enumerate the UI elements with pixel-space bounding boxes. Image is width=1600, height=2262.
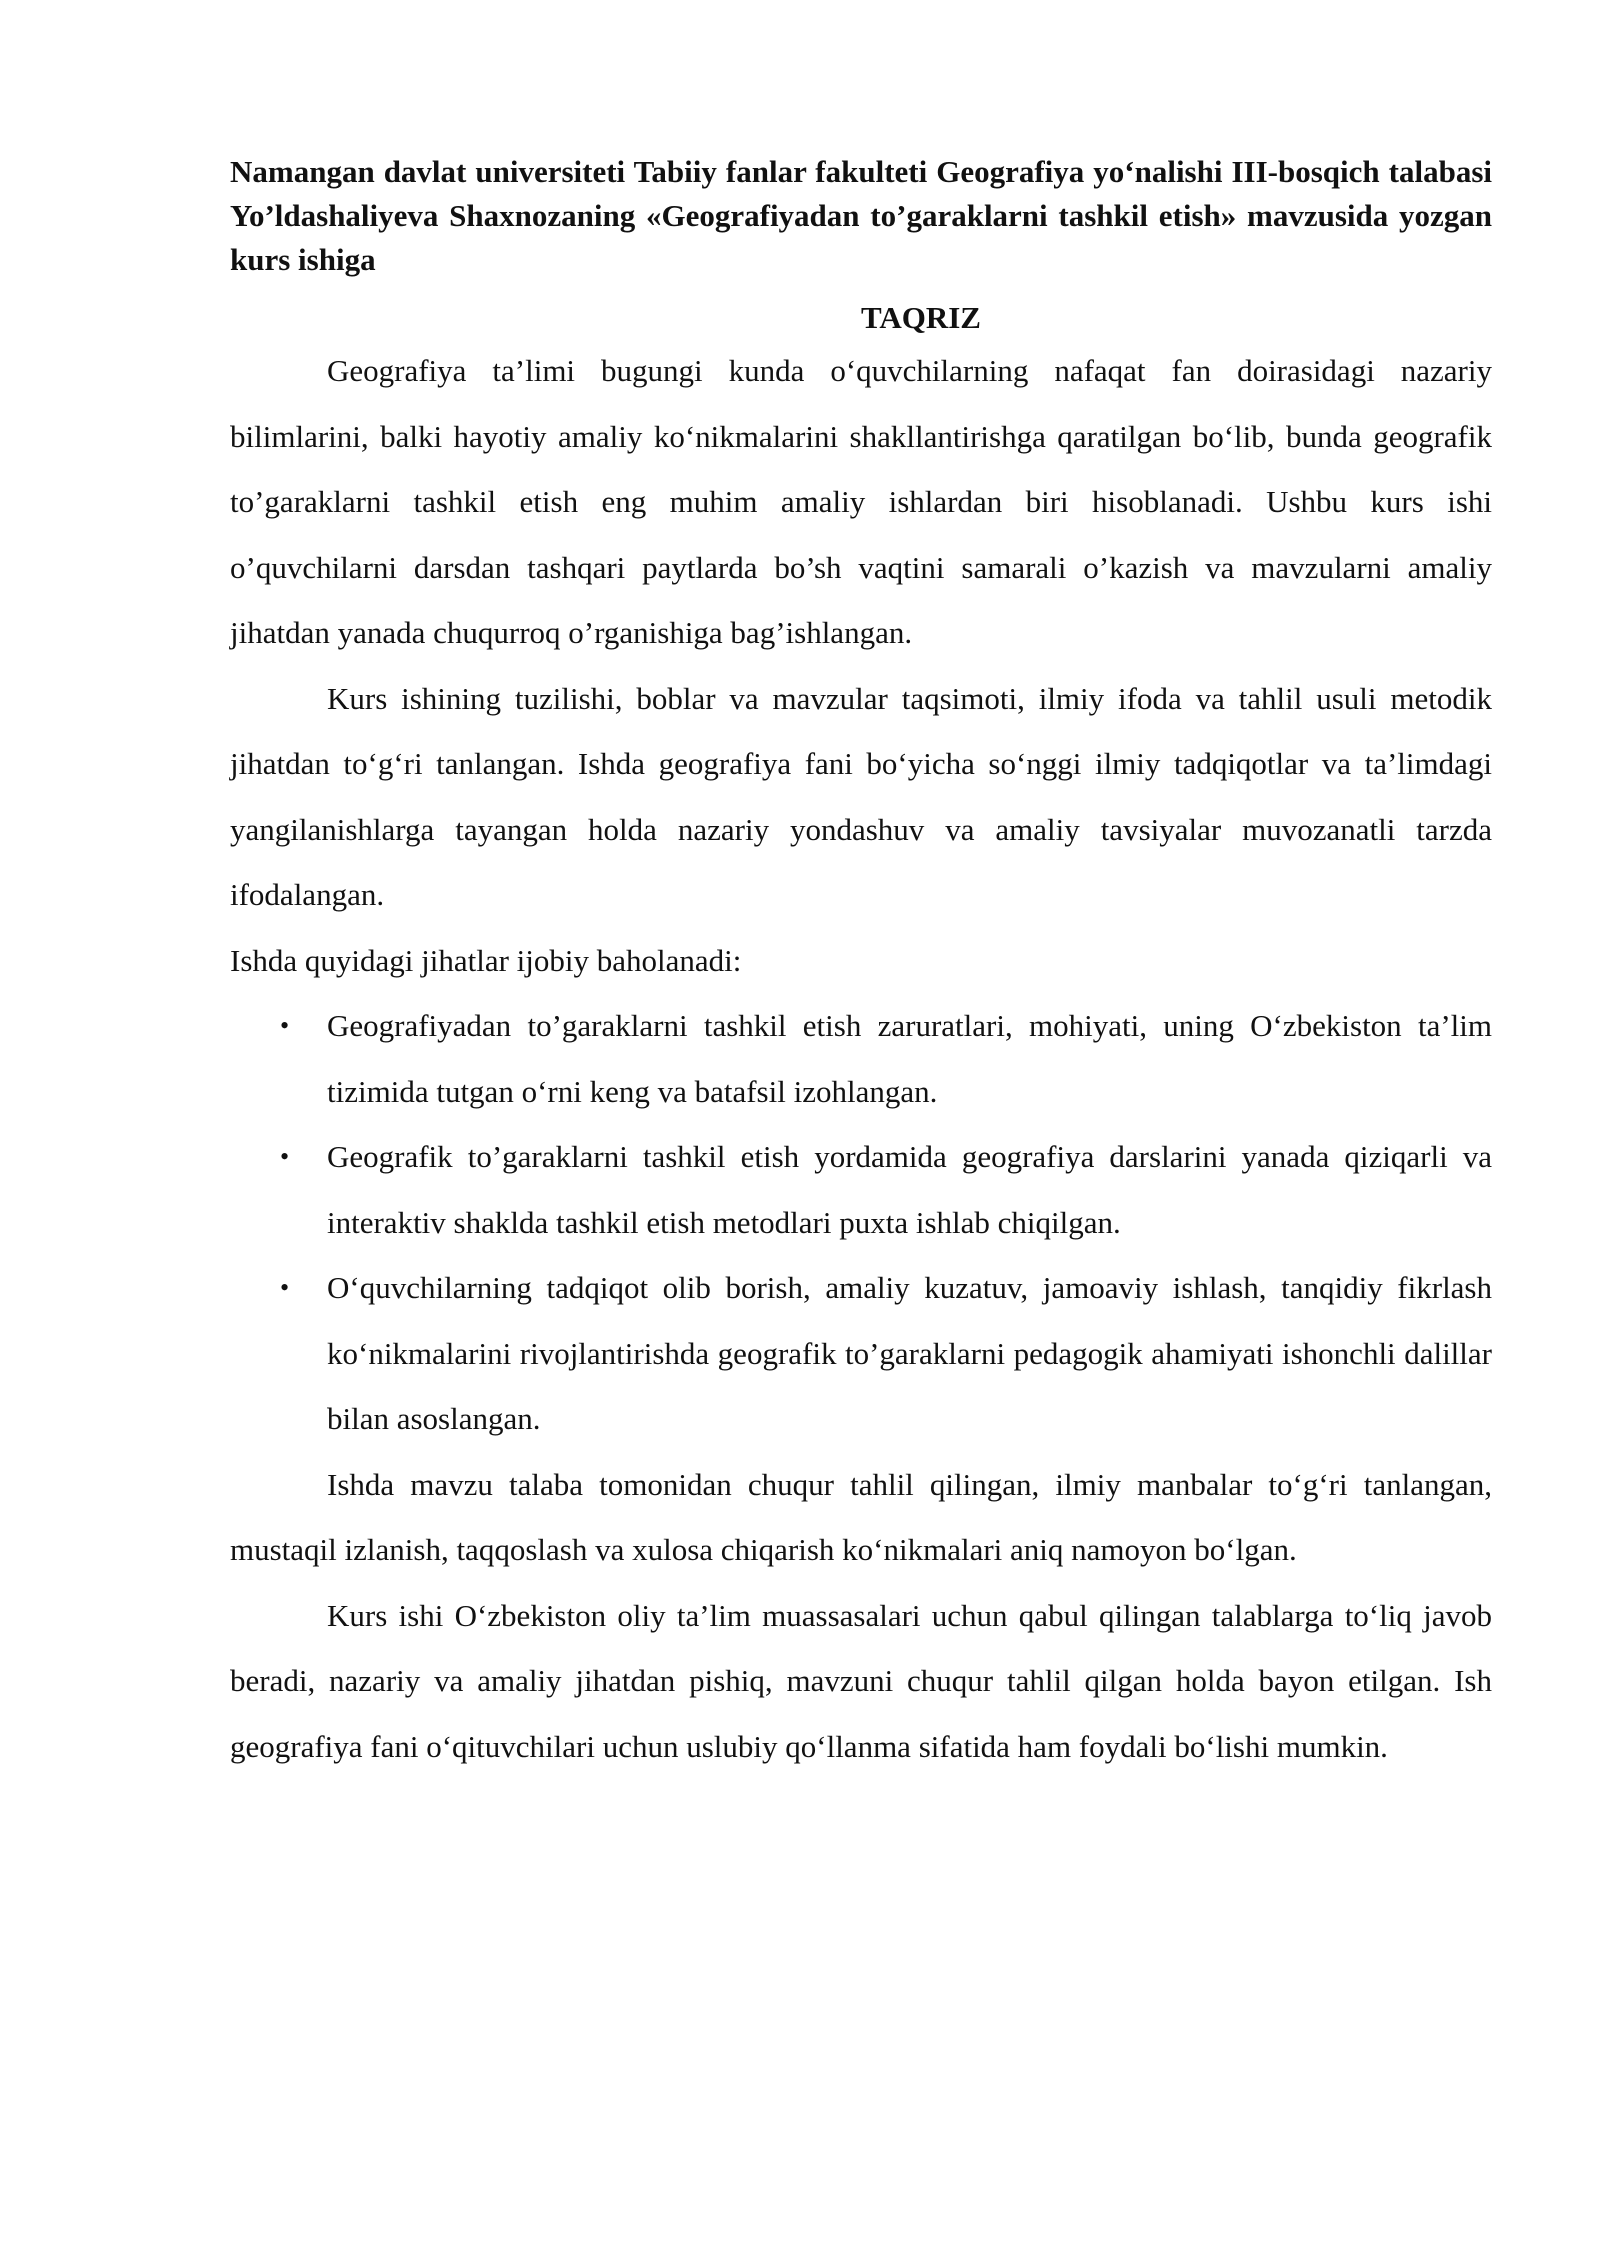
document-page [230,150,1492,1779]
list-item-text: Geografik to’garaklarni tashkil etish yordamida geografiya darslarini yanada qiziqarli va interaktiv shaklda tashkil etish metodlari puxta ishlab chiqilgan. [327,1139,1492,1240]
list-item-text: Geografiyadan to’garaklarni tashkil etish zaruratlari, mohiyati, uning O‘zbekiston ta’lim tizimida tutgan o‘rni keng va batafsil izohlangan. [327,1008,1492,1109]
bullet-icon: • [280,1273,290,1302]
bullet-icon: • [280,1142,290,1171]
list-intro: Ishda quyidagi jihatlar ijobiy baholanadi: [230,942,742,978]
paragraph: Geografiya ta’limi bugungi kunda o‘quvchilarning nafaqat fan doirasidagi nazariy bilimlarini, balki hayotiy amaliy ko‘nikmalarini shakllantirishga qaratilgan bo‘lib, bunda geografik to’garaklarni tashkil etish eng muhim amaliy ishlardan biri hisoblanadi. Ushbu kurs ishi o’quvchilarni darsdan tashqari paytlarda bo’sh vaqtini samarali o’kazish va mavzularni amaliy jihatdan yanada chuqurroq o’rganishiga bag’ishlangan. [230,353,1492,650]
list-item [230,1255,1492,1452]
paragraph: Kurs ishining tuzilishi, boblar va mavzular taqsimoti, ilmiy ifoda va tahlil usuli metodik jihatdan to‘g‘ri tanlangan. Ishda geografiya fani bo‘yicha so‘nggi ilmiy tadqiqotlar va ta’limdagi yangilanishlarga tayangan holda nazariy yondashuv va amaliy tavsiyalar muvozanatli tarzda ifodalangan. [230,680,1492,912]
list-item-text: O‘quvchilarning tadqiqot olib borish, amaliy kuzatuv, jamoaviy ishlash, tanqidiy fikrlash ko‘nikmalarini rivojlantirishda geografik to’garaklarni pedagogik ahamiyati ishonchli dalillar bilan asoslangan. [327,1270,1492,1436]
bullet-list [230,993,1492,1452]
list-item [230,993,1492,1124]
list-item [230,1124,1492,1255]
bullet-icon: • [280,1011,290,1040]
document-heading: Namangan davlat universiteti Tabiiy fanlar fakulteti Geografiya yo‘nalishi III-bosqich talabasi Yo’ldashaliyeva Shaxnozaning «Geografiyadan to’garaklarni tashkil etish» mavzusida yozgan kurs ishiga [230,154,1492,277]
document-title: TAQRIZ [860,300,981,335]
paragraph: Ishda mavzu talaba tomonidan chuqur tahlil qilingan, ilmiy manbalar to‘g‘ri tanlangan, mustaqil izlanish, taqqoslash va xulosa chiqarish ko‘nikmalari aniq namoyon bo‘lgan. [230,1466,1492,1567]
paragraph: Kurs ishi O‘zbekiston oliy ta’lim muassasalari uchun qabul qilingan talablarga to‘liq javob beradi, nazariy va amaliy jihatdan pishiq, mavzuni chuqur tahlil qilgan holda bayon etilgan. Ish geografiya fani o‘qituvchilari uchun uslubiy qo‘llanma sifatida ham foydali bo‘lishi mumkin. [230,1597,1492,1764]
